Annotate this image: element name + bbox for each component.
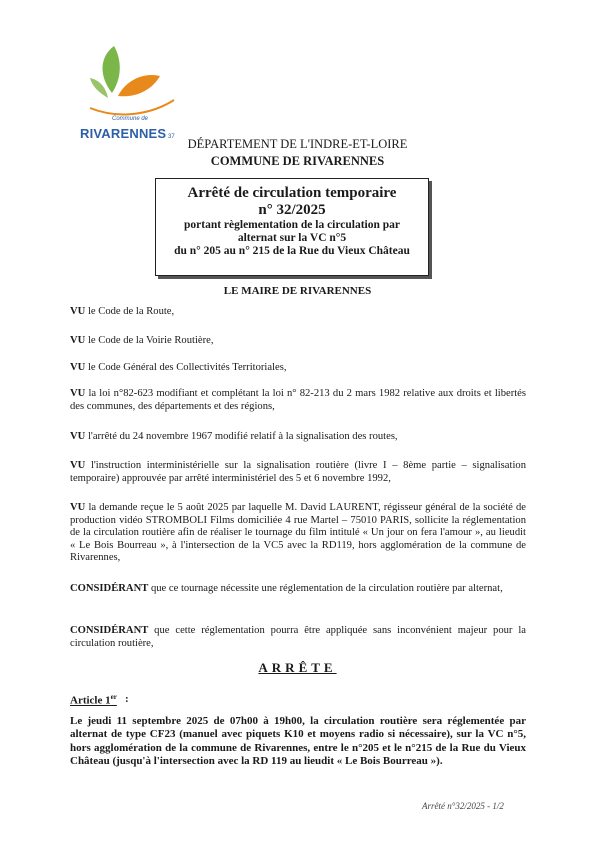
visa-paragraph: VU l'instruction interministérielle sur la signalisation routière (livre I – 8ème partie – signalisation temporaire) approuvée par arrêté interministériel des 5 et 6 novembre 1992, xyxy=(70,460,526,484)
decree-number: n° 32/2025 xyxy=(258,202,326,218)
article-label: Article 1er xyxy=(70,693,117,707)
commune-logo xyxy=(70,38,182,141)
page-footer: Arrêté n°32/2025 - 1/2 xyxy=(422,801,504,811)
logo-subtitle: Commune de xyxy=(112,116,149,122)
decree-title: Arrêté de circulation temporaire xyxy=(187,185,397,201)
title-box xyxy=(155,178,429,276)
decree-subtitle-2: alternat sur la VC n°5 xyxy=(237,232,347,244)
logo-dept-number: 37 xyxy=(168,134,175,140)
department-heading: DÉPARTEMENT DE L'INDRE-ET-LOIRE xyxy=(187,137,408,151)
visa-paragraph: VU le Code Général des Collectivités Territoriales, xyxy=(70,362,287,373)
article-body: Le jeudi 11 septembre 2025 de 07h00 à 19h00, la circulation routière sera réglementée par alternat de type CF23 (manuel avec piquets K10 et moyens radio si nécessaire), sur la VC n°5, hors agglomération de la commune de Rivarennes, entre le n°205 et le n°215 de la Rue du Vieux Château (jusqu'à l'intersection avec la RD 119 au lieudit « Le Bois Bourreau »). xyxy=(70,715,526,768)
logo-name: RIVARENNES xyxy=(80,126,167,141)
decree-subtitle-1: portant règlementation de la circulation par xyxy=(183,219,401,231)
visa-paragraph: VU le Code de la Voirie Routière, xyxy=(70,335,214,346)
leaf-logo-icon xyxy=(70,38,182,118)
mayor-heading: LE MAIRE DE RIVARENNES xyxy=(223,285,372,297)
visa-paragraph: VU le Code de la Route, xyxy=(70,306,175,317)
decree-subtitle-3: du n° 205 au n° 215 de la Rue du Vieux Château xyxy=(174,245,410,257)
visa-paragraph: VU la loi n°82-623 modifiant et complétant la loi n° 82-213 du 2 mars 1982 relative aux droits et libertés des communes, des départements et des régions, xyxy=(70,388,526,412)
visa-paragraph: VU la demande reçue le 5 août 2025 par laquelle M. David LAURENT, régisseur général de la société de production vidéo STROMBOLI Films domiciliée 4 rue Martel – 75010 PARIS, sollicite la réglementation de la circulation routière afin de réaliser le tournage du film intitulé « Un jour on fera l'amour », au lieudit « Le Bois Bourreau », à l'intersection de la VC5 avec la RD119, hors agglomération de la commune de Rivarennes, xyxy=(70,502,526,564)
considerant-paragraph: CONSIDÉRANT que ce tournage nécessite une réglementation de la circulation routière par alternat, xyxy=(70,583,503,594)
visa-paragraph: VU l'arrêté du 24 novembre 1967 modifié relatif à la signalisation des routes, xyxy=(70,431,398,442)
considerant-paragraph: CONSIDÉRANT que cette réglementation pourra être appliquée sans inconvénient majeur pour la circulation routière, xyxy=(70,625,526,649)
article-colon: : xyxy=(125,693,129,705)
commune-heading: COMMUNE DE RIVARENNES xyxy=(210,154,385,168)
arrete-heading: ARRÊTE xyxy=(258,660,337,675)
